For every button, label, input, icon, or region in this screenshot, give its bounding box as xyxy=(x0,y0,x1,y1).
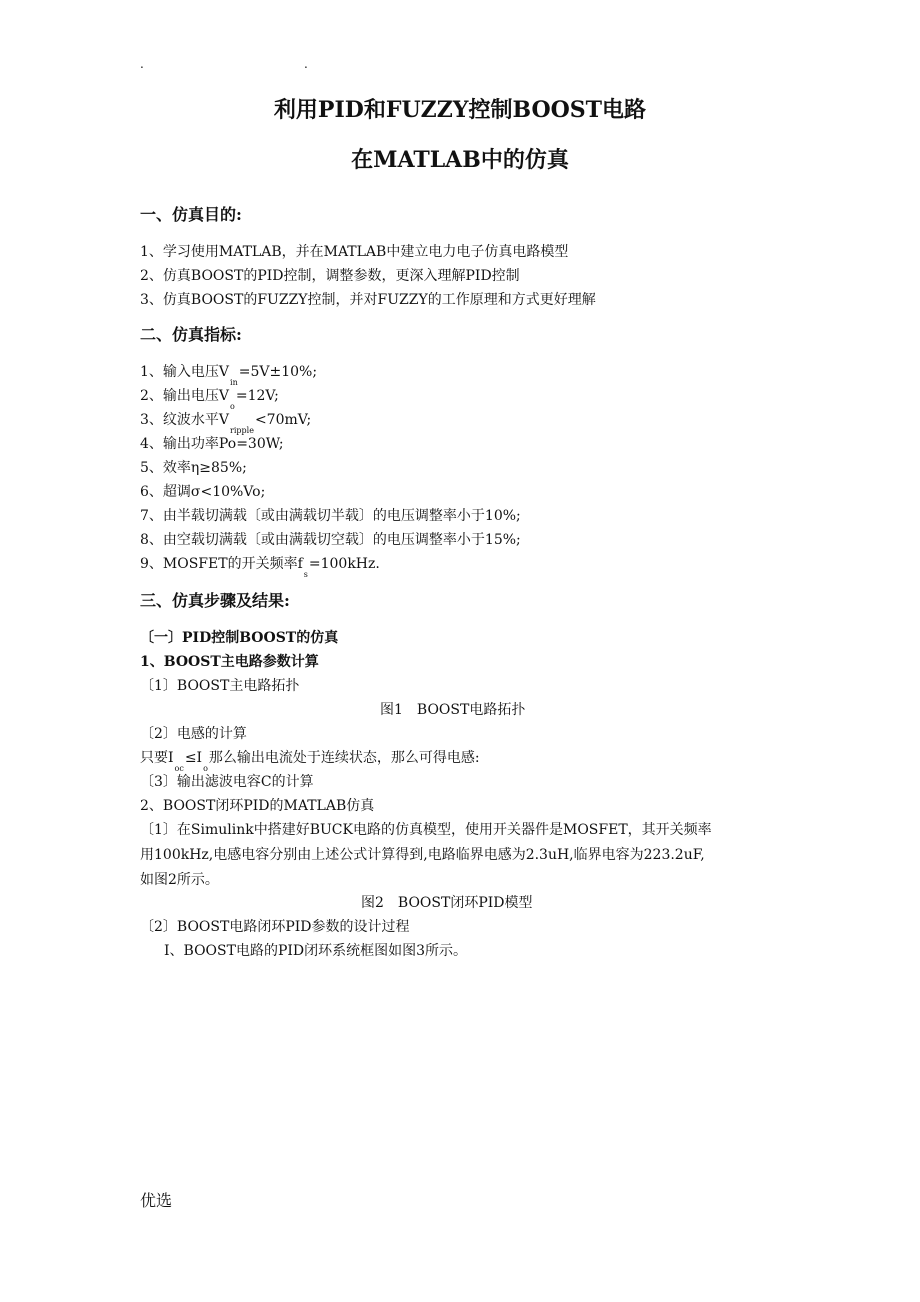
footer-label: 优选 xyxy=(140,1191,173,1210)
subsection-main-circuit-heading: 1、BOOST主电路参数计算 xyxy=(140,654,319,670)
header-dot-right: . xyxy=(304,57,308,71)
section1-heading: 一、仿真目的: xyxy=(140,205,242,224)
para-pid-design: 〔2〕BOOST电路闭环PID参数的设计过程 xyxy=(140,919,410,935)
spec-ripple: 3、纹波水平$V_{ripple}<70mV$; xyxy=(140,412,312,435)
section1-item-2: 2、仿真BOOST的PID控制，调整参数，更深入理解PID控制 xyxy=(140,268,520,284)
para-closed-loop-heading: 2、BOOST闭环PID的MATLAB仿真 xyxy=(140,798,375,814)
para-inductance: 〔2〕电感的计算 xyxy=(140,726,247,742)
spec-input-voltage: 1、输入电压$V_{in}=5V\pm 10\%$; xyxy=(140,364,318,387)
title-line-2: 在MATLAB中的仿真 xyxy=(351,147,569,173)
para-topology: 〔1〕BOOST主电路拓扑 xyxy=(140,678,300,694)
section1-item-3: 3、仿真BOOST的FUZZY控制，并对FUZZY的工作原理和方式更好理解 xyxy=(140,292,596,308)
figure-2-caption: 图2 BOOST闭环PID模型 xyxy=(361,895,533,911)
title-line-1: 利用PID和FUZZY控制BOOST电路 xyxy=(273,97,647,123)
header-dot-left: . xyxy=(140,57,144,71)
spec-switching-frequency: 9、MOSFET的开关频率$f_s=100kHz$. xyxy=(140,556,380,579)
subsection-pid-heading: 〔一〕PID控制BOOST的仿真 xyxy=(140,630,339,646)
para-pid-block-diagram: I、BOOST电路的PID闭环系统框图如图3所示。 xyxy=(164,943,468,959)
para-simulink-line-3: 如图2所示。 xyxy=(140,872,219,888)
spec-no-load-regulation: 8、由空载切满载〔或由满载切空载〕的电压调整率小于15%; xyxy=(140,532,521,548)
para-continuous-condition: 只要$I_{oc}\le I_o$那么输出电流处于连续状态，那么可得电感: xyxy=(140,750,480,773)
spec-overshoot: 6、超调σ<10%Vo; xyxy=(140,484,266,500)
para-simulink-line-2: 用100kHz,电感电容分别由上述公式计算得到,电路临界电感为2.3uH,临界电容为223.2uF, xyxy=(140,847,705,863)
spec-half-load-regulation: 7、由半载切满载〔或由满载切半载〕的电压调整率小于10%; xyxy=(140,508,521,524)
figure-1-caption: 图1 BOOST电路拓扑 xyxy=(380,702,526,718)
para-simulink-line-1: 〔1〕在Simulink中搭建好BUCK电路的仿真模型，使用开关器件是MOSFET，其开关频率 xyxy=(140,822,712,838)
spec-output-power: 4、输出功率Po=30W; xyxy=(140,436,284,452)
para-capacitor: 〔3〕输出滤波电容C的计算 xyxy=(140,774,314,790)
spec-output-voltage: 2、输出电压$V_o=12V$; xyxy=(140,388,279,411)
section1-item-1: 1、学习使用MATLAB，并在MATLAB中建立电力电子仿真电路模型 xyxy=(140,244,569,260)
spec-efficiency: 5、效率η≥85%; xyxy=(140,460,247,476)
section2-heading: 二、仿真指标: xyxy=(140,325,242,344)
section3-heading: 三、仿真步骤及结果: xyxy=(140,591,290,610)
